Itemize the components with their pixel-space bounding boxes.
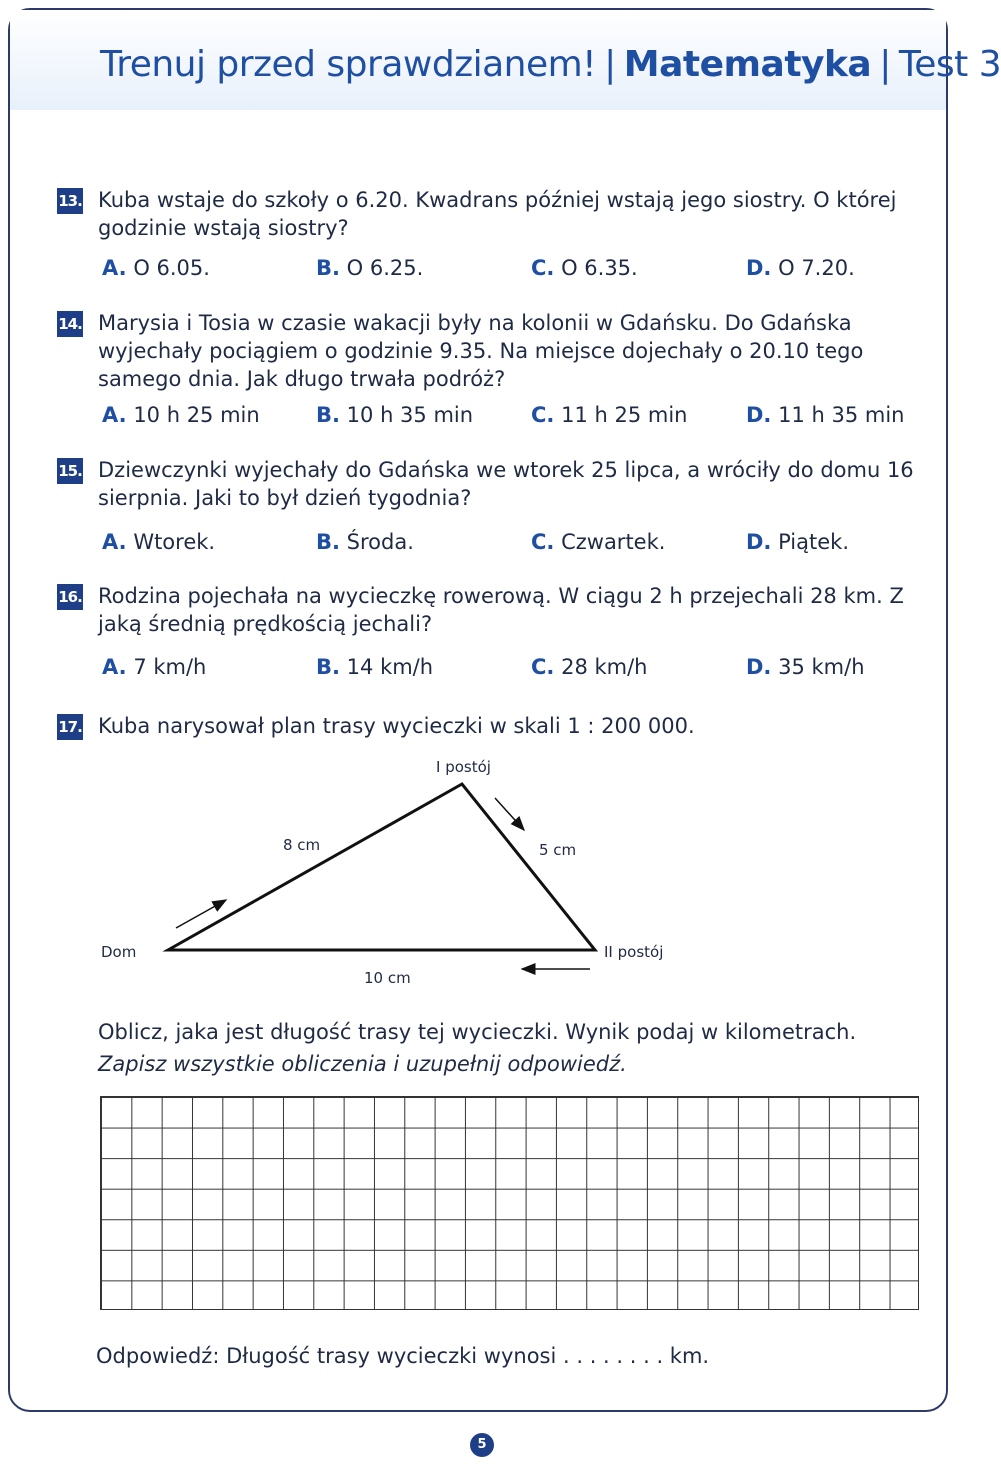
question-number-14: 14. — [57, 311, 83, 337]
page-number: 5 — [470, 1433, 494, 1457]
answer-13-a[interactable]: A. O 6.05. — [102, 256, 210, 280]
route-diagram — [0, 740, 960, 1000]
arrow-right-side — [495, 798, 524, 830]
instruction-write-calculations: Zapisz wszystkie obliczenia i uzupełnij odpowiedź. — [98, 1052, 627, 1076]
arrow-left-side — [176, 900, 226, 928]
question-number-17: 17. — [57, 714, 83, 740]
label-first-stop: I postój — [436, 758, 491, 776]
label-side-right: 5 cm — [539, 841, 577, 859]
answer-16-d[interactable]: D. 35 km/h — [746, 655, 865, 679]
title-separator: | — [604, 44, 616, 85]
question-text-17: Kuba narysował plan trasy wycieczki w skali 1 : 200 000. — [98, 714, 695, 738]
answer-15-d[interactable]: D. Piątek. — [746, 530, 850, 554]
title-test: Test 3 — [898, 44, 1001, 85]
label-home: Dom — [101, 943, 137, 961]
route-triangle — [168, 784, 595, 950]
answer-line[interactable]: Odpowiedź: Długość trasy wycieczki wynosi . . . . . . . . km. — [96, 1344, 710, 1368]
answer-13-c[interactable]: C. O 6.35. — [531, 256, 638, 280]
answer-15-c[interactable]: C. Czwartek. — [531, 530, 666, 554]
page-title — [100, 44, 1001, 85]
title-separator-2: | — [879, 44, 891, 85]
question-text-15: Dziewczynki wyjechały do Gdańska we wtorek 25 lipca, a wróciły do domu 16 sierpnia. Jaki to był dzień tygodnia? — [98, 458, 914, 510]
answer-16-c[interactable]: C. 28 km/h — [531, 655, 648, 679]
question-number-13: 13. — [57, 188, 83, 214]
answer-14-c[interactable]: C. 11 h 25 min — [531, 403, 688, 427]
answer-13-d[interactable]: D. O 7.20. — [746, 256, 855, 280]
question-number-15: 15. — [57, 458, 83, 484]
calculation-grid[interactable] — [100, 1096, 919, 1310]
answer-16-a[interactable]: A. 7 km/h — [102, 655, 207, 679]
title-main: Trenuj przed sprawdzianem! — [100, 44, 597, 85]
question-text-14: Marysia i Tosia w czasie wakacji były na kolonii w Gdańsku. Do Gdańska wyjechały pociągiem o godzinie 9.35. Na miejsce dojechały o 20.10 tego samego dnia. Jak długo trwała podróż? — [98, 311, 864, 391]
answer-15-a[interactable]: A. Wtorek. — [102, 530, 216, 554]
question-text-16: Rodzina pojechała na wycieczkę rowerową. W ciągu 2 h przejechali 28 km. Z jaką średnią prędkością jechali? — [98, 584, 904, 636]
answer-14-d[interactable]: D. 11 h 35 min — [746, 403, 905, 427]
label-second-stop: II postój — [604, 943, 664, 961]
question-text-13: Kuba wstaje do szkoły o 6.20. Kwadrans później wstają jego siostry. O której godzinie wstają siostry? — [98, 188, 897, 240]
instruction-calculate: Oblicz, jaka jest długość trasy tej wycieczki. Wynik podaj w kilometrach. — [98, 1020, 857, 1044]
question-number-16: 16. — [57, 584, 83, 610]
answer-16-b[interactable]: B. 14 km/h — [316, 655, 434, 679]
answer-13-b[interactable]: B. O 6.25. — [316, 256, 424, 280]
label-side-bottom: 10 cm — [364, 969, 411, 987]
answer-14-b[interactable]: B. 10 h 35 min — [316, 403, 474, 427]
label-side-left: 8 cm — [283, 836, 321, 854]
answer-15-b[interactable]: B. Środa. — [316, 530, 414, 554]
title-subject: Matematyka — [623, 44, 872, 85]
answer-14-a[interactable]: A. 10 h 25 min — [102, 403, 260, 427]
